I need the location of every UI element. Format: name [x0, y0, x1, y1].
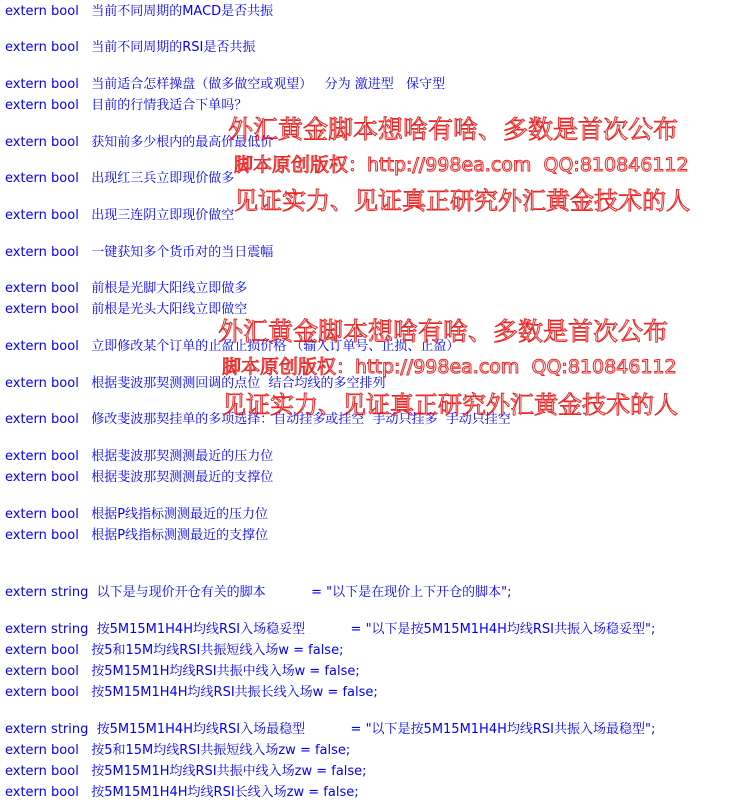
code-line: extern bool 按5M15M1H4H均线RSI长线入场zw = false;: [5, 785, 359, 800]
code-line: extern bool 前根是光头大阳线立即做空: [5, 302, 248, 317]
code-line: extern bool 根据斐波那契测测回调的点位 结合均线的多空排列: [5, 376, 386, 391]
code-line: extern bool 按5M15M1H均线RSI共振中线入场w = false;: [5, 664, 360, 679]
code-line: extern bool 按5和15M均线RSI共振短线入场w = false;: [5, 643, 344, 658]
watermark-text: 见证实力、见证真正研究外汇黄金技术的人: [222, 391, 678, 419]
code-line: extern bool 根据P线指标测测最近的压力位: [5, 507, 269, 522]
code-line: extern bool 前根是光脚大阳线立即做多: [5, 281, 248, 296]
watermark-text: 脚本原创版权：http://998ea.com QQ:810846112: [222, 356, 677, 378]
watermark-text: 外汇黄金脚本想啥有啥、多数是首次公布: [218, 317, 669, 346]
code-line: extern string 按5M15M1H4H均线RSI入场最稳型 = "以下是按5M15M1H4H均线RSI共振入场最稳型";: [5, 722, 656, 737]
watermark-text: 见证实力、见证真正研究外汇黄金技术的人: [234, 187, 690, 215]
code-line: extern bool 根据斐波那契测测最近的压力位: [5, 449, 274, 464]
watermark-text: 脚本原创版权：http://998ea.com QQ:810846112: [234, 154, 689, 176]
code-line: extern string 按5M15M1H4H均线RSI入场稳妥型 = "以下是按5M15M1H4H均线RSI共振入场稳妥型";: [5, 622, 656, 637]
code-line: extern bool 目前的行情我适合下单吗？: [5, 98, 248, 113]
code-line: extern bool 按5M15M1H4H均线RSI共振长线入场w = false;: [5, 685, 378, 700]
code-line: extern bool 出现红三兵立即现价做多: [5, 171, 235, 186]
code-line: extern string 以下是与现价开仓有关的脚本 = "以下是在现价上下开仓的脚本";: [5, 585, 512, 600]
code-line: extern bool 当前不同周期的MACD是否共振: [5, 4, 274, 19]
code-line: extern bool 获知前多少根内的最高价最低价: [5, 135, 274, 150]
code-line: extern bool 当前适合怎样操盘（做多做空或观望） 分为 激进型 保守型: [5, 77, 446, 92]
code-line: extern bool 当前不同周期的RSI是否共振: [5, 40, 256, 55]
code-line: extern bool 出现三连阴立即现价做空: [5, 208, 235, 223]
code-line: extern bool 根据斐波那契测测最近的支撑位: [5, 470, 274, 485]
watermark-text: 外汇黄金脚本想啥有啥、多数是首次公布: [228, 115, 679, 144]
code-line: extern bool 按5M15M1H均线RSI共振中线入场zw = false;: [5, 764, 367, 779]
code-line: extern bool 根据P线指标测测最近的支撑位: [5, 528, 269, 543]
code-line: extern bool 一键获知多个货币对的当日震幅: [5, 245, 274, 260]
code-line: extern bool 修改斐波那契挂单的多项选择：自动挂多或挂空 手动只挂多 手动只挂空: [5, 412, 511, 427]
code-line: extern bool 立即修改某个订单的止盈止损价格 （输入订单号、止损、止盈）: [5, 339, 460, 354]
code-line: extern bool 按5和15M均线RSI共振短线入场zw = false;: [5, 743, 351, 758]
